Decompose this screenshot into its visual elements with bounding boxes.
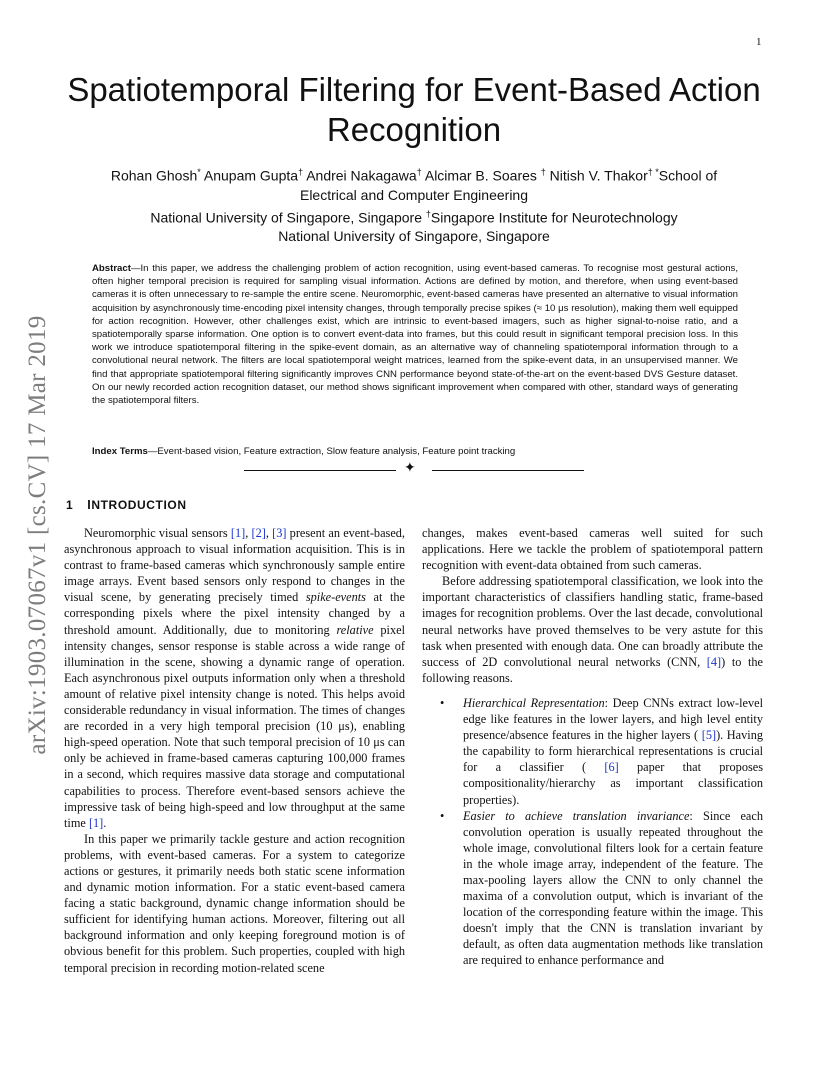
author-block (70, 163, 758, 246)
affiliation-line: National University of Singapore, Singapore (278, 228, 550, 245)
section-number: 1 (66, 498, 74, 512)
list-item: • Hierarchical Representation: Deep CNNs extract low-level edge like features in the lower layers, and high level entity presence/absence features in the higher layers ( [5]). Having the capability to form hierarchical representations is crucial for a classifier ( [6] paper that proposes compositionality/hierarchy as important classification properties). (422, 695, 763, 808)
paragraph: In this paper we primarily tackle gesture and action recognition problems, with event-based cameras. For a system to categorize actions or gestures, it primarily needs both static scene information and dynamic motion information. For a static event-based camera facing a static background, dynamic change information should be sufficient for identifying human actions. Moreover, filtering out all background information and only keeping foreground motion is of obvious benefit for this problem. Such properties, coupled with high temporal precision in recording motion-related scene (64, 831, 405, 975)
affiliation-mark: † (540, 167, 546, 177)
author-name: Nitish V. Thakor (545, 167, 648, 184)
section-title-initial: I (87, 498, 92, 512)
author-name: Andrei Nakagawa (303, 167, 417, 184)
citation-link[interactable]: [3] (272, 526, 287, 540)
page-number: 1 (756, 36, 762, 48)
emphasis: spike-events (305, 590, 366, 605)
emphasis: relative (336, 622, 374, 637)
affiliation-mark: † (647, 167, 653, 177)
right-column (422, 525, 763, 969)
separator-line (432, 470, 584, 471)
affiliation-mark: * (197, 167, 201, 177)
abstract (92, 262, 738, 407)
affiliation-text: School of (658, 167, 718, 184)
paragraph: Before addressing spatiotemporal classification, we look into the important characteristics of classifiers handling static, frame-based images for recognition problems. Over the last decade, convolutional neural networks have proved themselves to be very astute for this task when presented with enough data. One can broadly attribute the success of 2D convolutional neural networks (CNN, [4]) to the following reasons. (422, 574, 763, 685)
citation-link[interactable]: [4] (706, 654, 722, 669)
index-terms-text: —Event-based vision, Feature extraction, Slow feature analysis, Feature point tracking (147, 446, 516, 457)
citation-link[interactable]: [5] (701, 728, 717, 743)
separator-star-icon: ✦ (404, 460, 416, 476)
bullet-list (422, 695, 763, 969)
bullet-title: Easier to achieve translation invariance (463, 808, 690, 823)
author-line (70, 163, 758, 186)
bullet-title: Hierarchical Representation (463, 695, 605, 710)
citation-link[interactable]: [1] (88, 815, 104, 830)
paragraph: Neuromorphic visual sensors [1], [2], [3] present an event-based, asynchronous approach to visual information acquisition. This is in contrast to frame-based cameras which synchronously sample entire image arrays. Event based sensors only respond to changes in the visual scene, by generating precisely timed spike-events at the corresponding pixels where the pixel intensity changed by a threshold amount. Additionally, due to monitoring relative pixel intensity changes, sensor response is stable across a wide range of illumination in the scene, showing a dynamic range of operation. Each asynchronous pixel outputs information only when a threshold amount of relative pixel intensity change is noted. This helps avoid considerable redundancy in visual information. The times of changes are recorded in a very high temporal precision (10 μs), enabling high-speed operation. Note that such temporal precision of 10 μs can only be achieved in frame-based cameras capturing 100,000 frames in a second, which requires massive data storage and computational capabilities to process. Therefore event-based sensors achieve the impressive task of being high-speed and low throughput at the same time [1]. (64, 526, 406, 830)
paper-title: Spatiotemporal Filtering for Event-Based Action Recognition (67, 71, 761, 148)
section-heading (66, 498, 187, 512)
author-name: Anupam Gupta (200, 167, 299, 184)
separator-line (244, 470, 396, 471)
left-column (64, 525, 405, 976)
abstract-label: Abstract (92, 263, 131, 274)
author-name: Rohan Ghosh (110, 167, 198, 184)
section-separator (244, 460, 584, 477)
citation-link[interactable]: [6] (604, 760, 619, 775)
affiliation-text: National University of Singapore, Singapore (150, 209, 426, 226)
affiliation-mark: * (652, 167, 659, 177)
list-item: • Easier to achieve translation invariance: Since each convolution operation is usually repeated throughout the whole image, convolutional filters look for a certain feature in the whole image array, independent of the feature. The max-pooling layers allow the CNN to only channel the maxima of a convolution output, which is invariant of the location of the corresponding feature within the image. This doesn't imply that the CNN is translation invariant by default, as often data augmentation methods like translation are required to enhance performance and (422, 808, 763, 969)
arxiv-identifier: arXiv:1903.07067v1 [cs.CV] 17 Mar 2019 (24, 315, 51, 755)
affiliation-mark: † (416, 167, 422, 177)
citation-link[interactable]: [2] (251, 526, 266, 540)
section-title: NTRODUCTION (91, 498, 187, 512)
citation-link[interactable]: [1] (230, 526, 246, 540)
index-terms-label: Index Terms (92, 446, 148, 457)
abstract-text: —In this paper, we address the challenging problem of action recognition, using event-based cameras. To recognise most gestural actions, often higher temporal precision is required for sampling visual information. Actions are defined by motion, and therefore, when using event-based cameras it is often unnecessary to re-sample the entire scene. Neuromorphic, event-based cameras have presented an alternative to visual information acquisition by asynchronously time-encoding pixel intensity changes, through temporally precise spikes (≈ 10 μs resolution), making them well equipped for action recognition. However, other challenges exist, which are intrinsic to event-based imagers, such as higher signal-to-noise ratio, and a spatiotemporally sparse information. One option is to convert event-data into frames, but this could result in significant temporal precision loss. In this work we introduce spatiotemporal filtering in the spike-event domain, as an alternative way of channeling spatiotemporal information through to a convolutional neural network. The filters are local spatiotemporal weight matrices, learned from the spike-event data, in an unsupervised manner. We find that appropriate spatiotemporal filtering significantly improves CNN performance beyond state-of-the-art on the event-based DVS Gesture dataset. On our newly recorded action recognition dataset, our method shows significant improvement when compared with other, standard ways of generating the spatiotemporal filters. (92, 263, 738, 407)
affiliation-text: Singapore Institute for Neurotechnology (430, 209, 678, 226)
paragraph: changes, makes event-based cameras well suited for such applications. Here we tackle the problem of spatiotemporal pattern recognition with event-data obtained from such cameras. (422, 526, 763, 573)
affiliation-line (70, 205, 758, 228)
affiliation-line: Electrical and Computer Engineering (299, 186, 528, 203)
affiliation-mark: † (425, 208, 431, 219)
index-terms (92, 445, 738, 458)
affiliation-mark: † (298, 167, 304, 177)
author-name: Alcimar B. Soares (421, 167, 541, 184)
